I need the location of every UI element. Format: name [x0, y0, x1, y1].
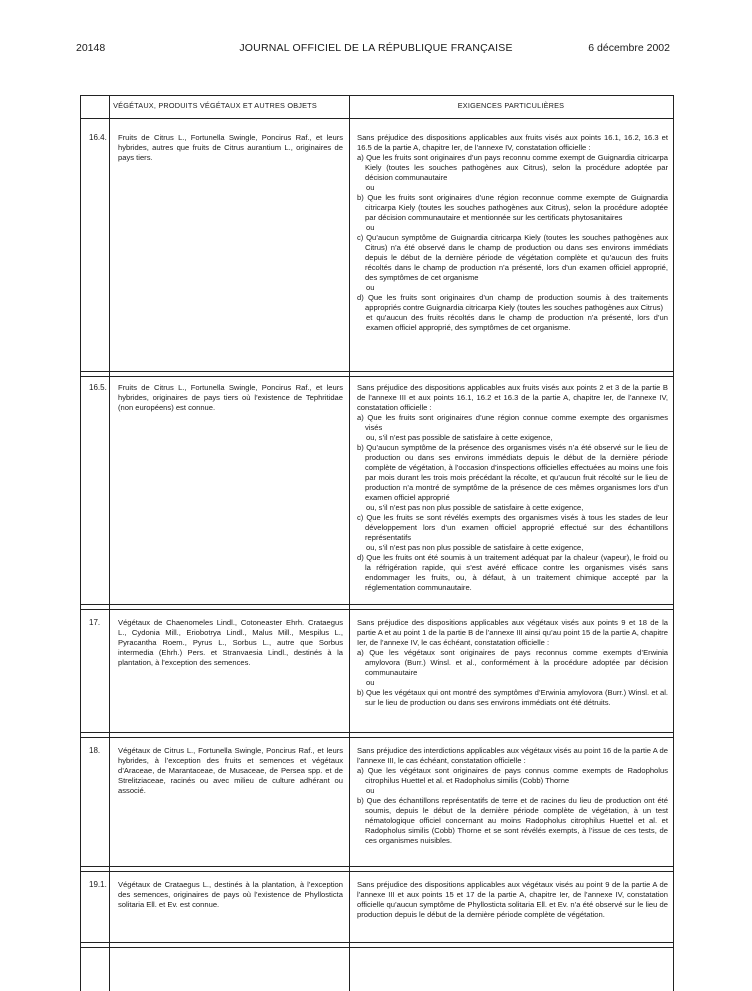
- row-description: Végétaux de Chaenomeles Lindl., Cotoneaster Ehrh. Crataegus L., Cydonia Mill., Eriobotrya Lindl., Malus Mill., Mespilus L., Pyracantha Roem., Pyrus L., Sorbus L., autre que Sorbus intermedia (Ehrh.) Pers. et Stranvaesia Lindl., destinés à la plantation, à l’exception des semences.: [118, 618, 343, 667]
- requirement-item: c) Que les fruits se sont révélés exempts des organismes visés à tous les stades de leur développement lors d’un examen officiel approprié effectué sur des échantillons représentatifs: [357, 513, 668, 542]
- requirement-item: c) Qu’aucun symptôme de Guignardia citricarpa Kiely (toutes les souches pathogènes aux Citrus) n’a été observé dans le champ de production ou dans ses environs immédiats depuis le début de la dernière période de végétation complète et qu’aucun des fruits récoltés dans le champ de production n’a présenté, lors d’un examen officiel approprié, des symptômes de cet organisme: [357, 233, 668, 282]
- row-requirements: [357, 880, 668, 920]
- requirement-item: b) Que les végétaux qui ont montré des symptômes d’Erwinia amylovora (Burr.) Winsl. et al. sur le lieu de production ou dans ses environs immédiats ont été détruits.: [357, 688, 668, 707]
- requirement-connector: ou: [366, 283, 375, 292]
- row-rule: [81, 871, 673, 872]
- row-number: 18.: [89, 746, 101, 755]
- column-divider: [349, 96, 350, 991]
- requirement-item: d) Que les fruits sont originaires d’un champ de production soumis à des traitements appropriés contre Guignardia citricarpa Kiely (toutes les souches pathogènes aux Citrus): [357, 293, 668, 312]
- requirement-connector: ou: [366, 183, 375, 192]
- row-requirements: [357, 746, 668, 846]
- requirement-item: d) Que les fruits ont été soumis à un traitement adéquat par la chaleur (vapeur), le froid ou la réfrigération rapide, qui s’est avéré efficace contre les organismes visés sans endommager les fruits, ou, à défaut, à un traitement chimique accepté par la réglementation communautaire.: [357, 553, 668, 592]
- row-rule: [81, 604, 673, 605]
- row-rule: [81, 942, 673, 943]
- row-description: Fruits de Citrus L., Fortunella Swingle, Poncirus Raf., et leurs hybrides, autres que fruits de Citrus aurantium L., originaires de pays tiers.: [118, 133, 343, 162]
- column-header-products: VÉGÉTAUX, PRODUITS VÉGÉTAUX ET AUTRES OBJETS: [113, 101, 317, 110]
- row-rule: [81, 737, 673, 738]
- row-rule: [81, 866, 673, 867]
- requirement-intro: Sans préjudice des dispositions applicables aux fruits visés aux points 16.1, 16.2, 16.3 et 16.5 de la partie A, chapitre Ier, de l’annexe IV, constatation officielle :: [357, 133, 668, 152]
- requirement-connector: ou: [366, 786, 375, 795]
- requirement-item: b) Que les fruits sont originaires d’une région reconnue comme exempte de Guignardia citricarpa Kiely (toutes les souches pathogènes aux Citrus), selon la procédure adoptée par décision communautaire et mentionnée sur les certificats phytosanitaires: [357, 193, 668, 222]
- row-number: 16.4.: [89, 133, 107, 142]
- requirement-item: a) Que les fruits sont originaires d’une région connue comme exempte des organismes visés: [357, 413, 668, 432]
- requirement-connector: ou: [366, 678, 375, 687]
- requirement-intro: Sans préjudice des dispositions applicables aux végétaux visés au point 9 de la partie A de l’annexe III et aux points 15 et 17 de la partie A, chapitre Ier, de l’annexe IV, constatation officielle qu’aucun symptôme de Phyllosticta solitaria Ell. et Ev. n’a été observé sur le lieu de production depuis le début de la dernière période complète de végétation.: [357, 880, 668, 919]
- row-number: 17.: [89, 618, 101, 627]
- requirement-item: a) Que les végétaux sont originaires de pays reconnus comme exempts d’Erwinia amylovora (Burr.) Winsl. et al., conformément à la procédure adoptée par décision communautaire: [357, 648, 668, 677]
- requirement-connector: ou, s’il n’est pas non plus possible de satisfaire à cette exigence,: [366, 503, 584, 512]
- requirement-item: a) Que les fruits sont originaires d’un pays reconnu comme exempt de Guignardia citricarpa Kiely (toutes les souches pathogènes aux Citrus), selon la procédure adoptée par décision communautaire: [357, 153, 668, 182]
- row-rule: [81, 609, 673, 610]
- requirement-item: b) Que des échantillons représentatifs de terre et de racines du lieu de production ont été soumis, depuis le début de la dernière période complète de végétation, à un test nématologique officiel concernant au moins Radopholus citrophilus Huettel et al. et Radopholus similis (Cobb) Thorne et se sont révélés exempts, à l’issue de ces tests, de ces organismes nuisibles.: [357, 796, 668, 845]
- row-rule: [81, 371, 673, 372]
- requirement-intro: Sans préjudice des interdictions applicables aux végétaux visés au point 16 de la partie A de l’annexe III, le cas échéant, constatation officielle :: [357, 746, 668, 765]
- requirement-item: a) Que les végétaux sont originaires de pays connus comme exempts de Radopholus citrophilus Huettel et al. et Radopholus similis (Cobb) Thorne: [357, 766, 668, 785]
- row-description: Végétaux de Citrus L., Fortunella Swingle, Poncirus Raf., et leurs hybrides, à l’exception des fruits et semences et végétaux d’Araceae, de Marantaceae, de Musaceae, de Persea spp. et de Strelitziaceae, racinés ou avec milieu de culture adhérant ou associé.: [118, 746, 343, 795]
- column-header-requirements: EXIGENCES PARTICULIÈRES: [457, 101, 565, 110]
- requirement-intro: Sans préjudice des dispositions applicables aux fruits visés aux points 2 et 3 de la partie B de l’annexe III et aux points 16.1, 16.2 et 16.3 de la partie A, chapitre Ier, de l’annexe IV, constatation officielle :: [357, 383, 668, 412]
- row-number: 16.5.: [89, 383, 107, 392]
- requirements-table: [80, 95, 674, 991]
- row-requirements: [357, 133, 668, 333]
- page-header: [0, 42, 752, 58]
- page-number: 20148: [76, 42, 106, 54]
- requirement-clause: et qu’aucun des fruits récoltés dans le champ de production n’a présenté, lors d’un examen officiel approprié, des symptômes de cet organisme.: [366, 313, 668, 332]
- journal-title: JOURNAL OFFICIEL DE LA RÉPUBLIQUE FRANÇAISE: [239, 42, 513, 54]
- row-rule: [81, 947, 673, 948]
- row-requirements: [357, 618, 668, 708]
- publication-date: 6 décembre 2002: [588, 42, 670, 54]
- row-description: Fruits de Citrus L., Fortunella Swingle, Poncirus Raf., et leurs hybrides, originaires de pays tiers où l’existence de Tephritidae (non européens) est connue.: [118, 383, 343, 412]
- column-divider: [109, 96, 110, 991]
- requirement-intro: Sans préjudice des dispositions applicables aux végétaux visés aux points 9 et 18 de la partie A et au point 1 de la partie B de l’annexe III ainsi qu’au point 15 de la partie A, chapitre Ier, de l’annexe IV, le cas échéant, constatation officielle :: [357, 618, 668, 647]
- requirement-item: b) Qu’aucun symptôme de la présence des organismes visés n’a été observé sur le lieu de production ou dans ses environs immédiats depuis le début de la dernière période complète de végétation, à l’occasion d’inspections officielles effectuées au moins une fois par mois durant les trois mois précédant la récolte, et qu’aucun fruit récolté sur le lieu de production n’a montré de symptôme de la présence de ces mêmes organismes lors d’un examen officiel approprié: [357, 443, 668, 502]
- header-rule: [81, 118, 673, 119]
- row-rule: [81, 376, 673, 377]
- requirement-connector: ou, s’il n’est pas possible de satisfaire à cette exigence,: [366, 433, 553, 442]
- row-description: Végétaux de Crataegus L., destinés à la plantation, à l’exception des semences, originaires de pays où l’existence de Phyllosticta solitaria Ell. et Ev. est connue.: [118, 880, 343, 909]
- requirement-connector: ou, s’il n’est pas non plus possible de satisfaire à cette exigence,: [366, 543, 584, 552]
- requirement-connector: ou: [366, 223, 375, 232]
- row-requirements: [357, 383, 668, 593]
- row-rule: [81, 732, 673, 733]
- row-number: 19.1.: [89, 880, 107, 889]
